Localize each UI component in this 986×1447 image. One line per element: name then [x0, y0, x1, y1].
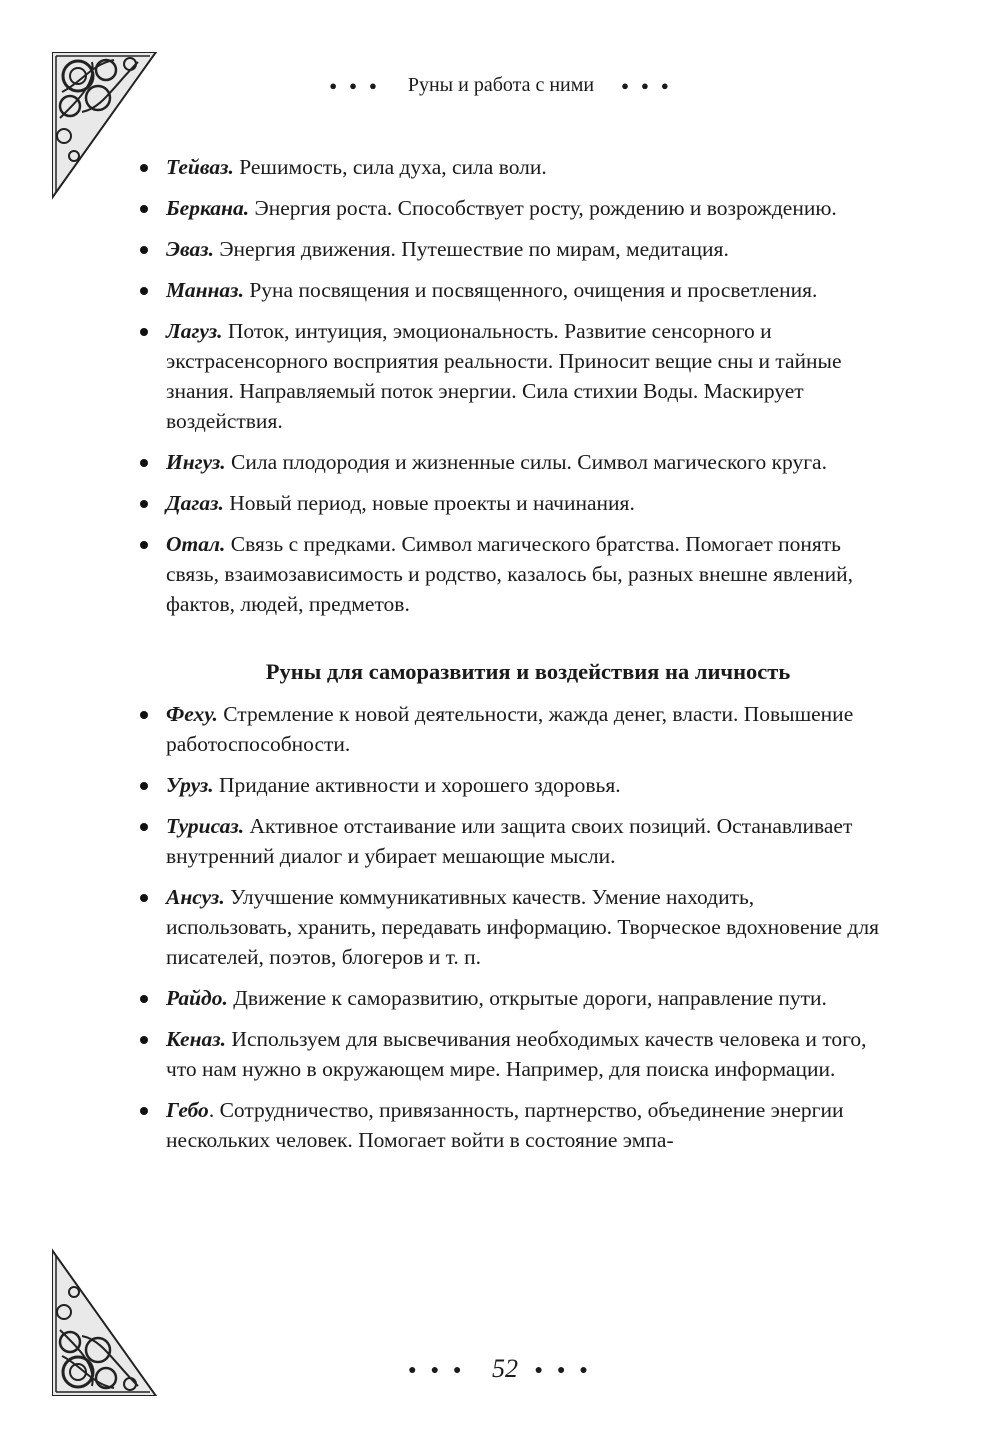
bullet-icon	[140, 328, 148, 336]
main-text	[140, 152, 880, 1166]
list-item	[140, 488, 880, 518]
list-item	[140, 1024, 880, 1084]
bullet-icon	[140, 823, 148, 831]
bullet-icon	[140, 287, 148, 295]
rune-description: Новый период, новые проекты и начинания.	[223, 491, 635, 515]
rune-description: Решимость, сила духа, сила воли.	[233, 155, 547, 179]
rune-name: Уруз.	[166, 773, 214, 797]
rune-name: Феху.	[166, 702, 218, 726]
bullet-icon	[140, 894, 148, 902]
page-number: 52	[492, 1354, 518, 1383]
rune-description: Связь с предками. Символ магического братства. Помогает понять связь, взаимозависимость и родство, казалось бы, разных внешне явлений, фактов, людей, предметов.	[166, 532, 854, 616]
rune-description: Сила плодородия и жизненные силы. Символ магического круга.	[225, 450, 827, 474]
rune-name: Кеназ.	[166, 1027, 227, 1051]
bullet-icon	[140, 500, 148, 508]
rune-description: Придание активности и хорошего здоровья.	[213, 773, 621, 797]
list-item	[140, 882, 880, 972]
rune-name: Гебо	[166, 1098, 209, 1122]
list-item	[140, 275, 880, 305]
bullet-icon	[140, 246, 148, 254]
rune-description: Движение к саморазвитию, открытые дороги, направление пути.	[227, 986, 827, 1010]
rune-description: Используем для высвечивания необходимых качеств человека и того, что нам нужно в окружающем мире. Например, для поиска информации.	[166, 1027, 867, 1081]
list-item	[140, 770, 880, 800]
rune-name: Лагуз.	[166, 319, 223, 343]
rune-name: Ансуз.	[166, 885, 225, 909]
rune-description: Улучшение коммуникативных качеств. Умение находить, использовать, хранить, передавать информацию. Творческое вдохновение для писателей, поэтов, блогеров и т. п.	[166, 885, 879, 969]
list-item	[140, 193, 880, 223]
bullet-icon	[140, 995, 148, 1003]
bullet-icon	[140, 205, 148, 213]
section-heading: Руны для саморазвития и воздействия на личность	[265, 659, 791, 684]
bullet-icon	[140, 1036, 148, 1044]
rune-name: Манназ.	[166, 278, 244, 302]
bullet-icon	[140, 782, 148, 790]
bullet-icon	[140, 711, 148, 719]
rune-name: Дагаз.	[166, 491, 224, 515]
ornament-dots-right: ●●●	[621, 78, 681, 94]
list-item	[140, 983, 880, 1013]
bullet-icon	[140, 541, 148, 549]
list-item	[140, 447, 880, 477]
rune-name: Тейваз.	[166, 155, 234, 179]
rune-description: Активное отстаивание или защита своих позиций. Останавливает внутренний диалог и убирает мешающие мысли.	[166, 814, 853, 868]
rune-description: Энергия роста. Способствует росту, рождению и возрождению.	[249, 196, 837, 220]
list-item	[140, 316, 880, 436]
rune-description: Руна посвящения и посвященного, очищения и просветления.	[243, 278, 818, 302]
ornament-dots-right: ●●●	[534, 1363, 602, 1379]
ornament-dots-left: ●●●	[408, 1363, 476, 1379]
page-footer	[0, 1352, 986, 1388]
list-item	[140, 234, 880, 264]
rune-name: Эваз.	[166, 237, 214, 261]
rune-description: Стремление к новой деятельности, жажда денег, власти. Повышение работоспособности.	[166, 702, 854, 756]
bullet-icon	[140, 164, 148, 172]
list-item	[140, 529, 880, 619]
list-item	[140, 152, 880, 182]
rune-name: Беркана.	[166, 196, 250, 220]
rune-name: Турисаз.	[166, 814, 245, 838]
bullet-icon	[140, 1107, 148, 1115]
rune-description: Энергия движения. Путешествие по мирам, медитация.	[213, 237, 729, 261]
rune-name: Райдо.	[166, 986, 228, 1010]
rune-name: Отал.	[166, 532, 226, 556]
rune-name: Ингуз.	[166, 450, 226, 474]
rune-description: Поток, интуиция, эмоциональность. Развитие сенсорного и экстрасенсорного восприятия реальности. Приносит вещие сны и тайные знания. Направляемый поток энергии. Сила стихии Воды. Маскирует воздействия.	[166, 319, 842, 433]
running-head-title: Руны и работа с ними	[407, 74, 595, 96]
list-item	[140, 1095, 880, 1155]
bullet-icon	[140, 459, 148, 467]
list-item	[140, 811, 880, 871]
running-head	[0, 72, 986, 99]
ornament-dots-left: ●●●	[329, 78, 389, 94]
rune-description: . Сотрудничество, привязанность, партнерство, объединение энергии нескольких человек. Помогает войти в состояние эмпа-	[166, 1098, 844, 1152]
list-item	[140, 699, 880, 759]
